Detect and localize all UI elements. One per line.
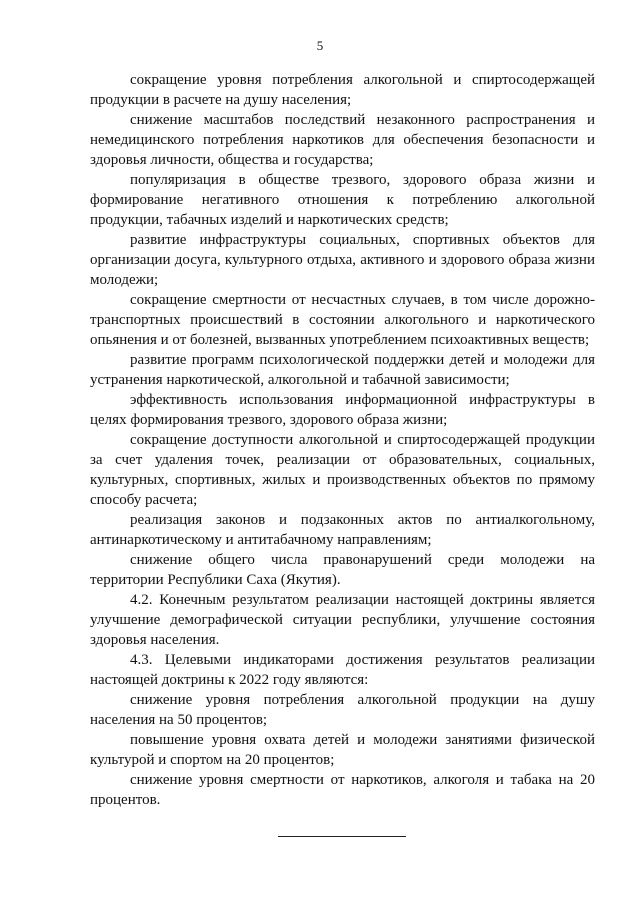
- paragraph: реализация законов и подзаконных актов по антиалкогольному, антинаркотическому и антитабачному направлениям;: [90, 512, 595, 548]
- paragraph: сокращение уровня потребления алкогольной и спиртосодержащей продукции в расчете на душу населения;: [90, 72, 595, 108]
- paragraph: снижение масштабов последствий незаконного распространения и немедицинского потребления наркотиков для обеспечения безопасности и здоровья личности, общества и государства;: [90, 112, 595, 168]
- paragraph: повышение уровня охвата детей и молодежи занятиями физической культурой и спортом на 20 процентов;: [90, 732, 595, 768]
- page-number: 5: [316, 38, 324, 53]
- paragraph-section-4-3: 4.3. Целевыми индикаторами достижения результатов реализации настоящей доктрины к 2022 году являются:: [90, 652, 595, 688]
- paragraph: развитие инфраструктуры социальных, спортивных объектов для организации досуга, культурного отдыха, активного и здорового образа жизни молодежи;: [90, 232, 595, 288]
- paragraph: популяризация в обществе трезвого, здорового образа жизни и формирование негативного отношения к потреблению алкогольной продукции, табачных изделий и наркотических средств;: [90, 172, 595, 228]
- footer-divider: [278, 836, 406, 837]
- paragraph: развитие программ психологической поддержки детей и молодежи для устранения наркотической, алкогольной и табачной зависимости;: [90, 352, 595, 388]
- paragraph: снижение уровня смертности от наркотиков, алкоголя и табака на 20 процентов.: [90, 772, 595, 808]
- document-body: [90, 70, 595, 810]
- paragraph: эффективность использования информационной инфраструктуры в целях формирования трезвого, здорового образа жизни;: [90, 392, 595, 428]
- paragraph: снижение общего числа правонарушений среди молодежи на территории Республики Саха (Якутия).: [90, 552, 595, 588]
- paragraph: сокращение смертности от несчастных случаев, в том числе дорожно-транспортных происшествий в состоянии алкогольного и наркотического опьянения и от болезней, вызванных употреблением психоактивных веществ;: [90, 292, 595, 348]
- paragraph: снижение уровня потребления алкогольной продукции на душу населения на 50 процентов;: [90, 692, 595, 728]
- paragraph-section-4-2: 4.2. Конечным результатом реализации настоящей доктрины является улучшение демографической ситуации республики, улучшение состояния здоровья населения.: [90, 592, 595, 648]
- paragraph: сокращение доступности алкогольной и спиртосодержащей продукции за счет удаления точек, реализации от образовательных, социальных, культурных, спортивных, жилых и производственных объектов по прямому способу расчета;: [90, 432, 595, 508]
